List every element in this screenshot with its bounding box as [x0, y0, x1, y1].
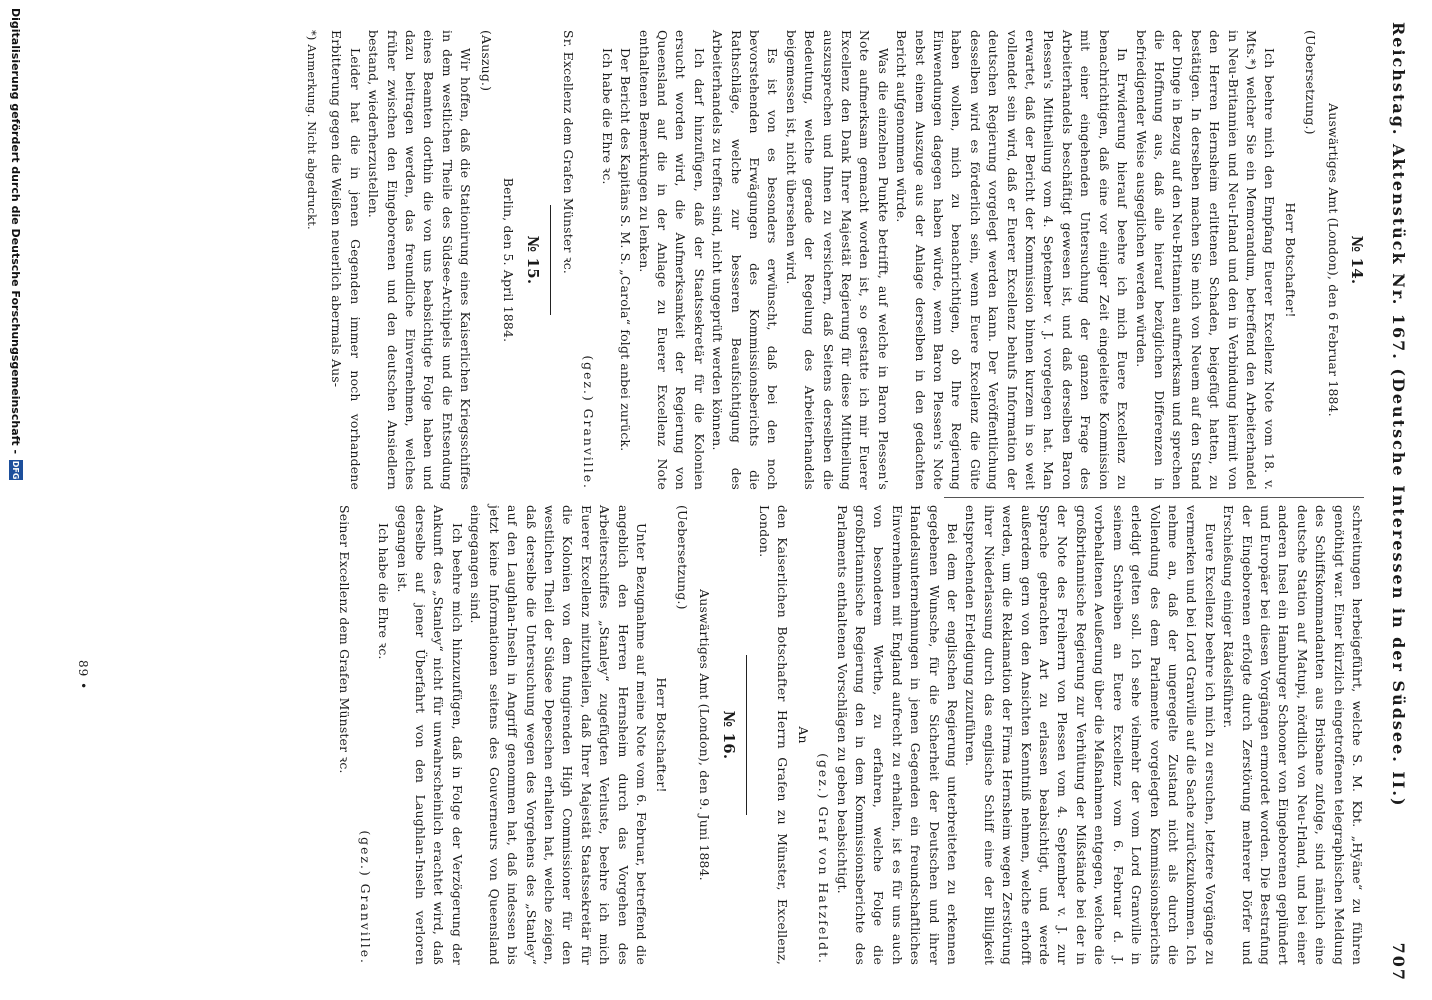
doc-14-paragraph: Was die einzelnen Punkte betrifft, auf welche in Baron Plessen's Note aufmerksam gemacht worden ist, so gestatte ich mir Euerer Excellenz den Dank Ihrer Majestät Regierung für diese Mittheilung auszusprechen und Ihnen zu versichern, daß Seitens derselben die Bedeutung, welche gerade der Regelung des Arbeiterhandels beigemessen ist, nicht übersehen wird.: [783, 30, 891, 490]
doc-15-continuation: Bei dem der englischen Regierung unterbreiteten zu erkennen gegebenen Wunsche, für die Sicherheit der Deutschen und ihrer Handelsunternehmungen in jenen Gegenden ein freundschaftliches Einvernehmen mit England aufrecht zu erhalten, ist es für uns auch von besonderem Werthe, zu erfahren, welche Folge die großbritannische Regierung den in dem Kommissionsberichte des Parlaments enthaltenen Vorschlägen zu geben beabsichtigt.: [834, 505, 961, 965]
left-column: [303, 30, 1366, 490]
doc-15-paragraph: Leider hat die in jenen Gegenden immer noch vorhandene Erbitterung gegen die Weißen neuerlich abermals Aus-: [329, 30, 363, 490]
doc-15-continuation: schreitungen herbeigeführt, welche S. M. Kbt. „Hyäne“ zu führen genöthigt war. Einer kürzlich eingetroffenen telegraphischen Meldung des Schiffskommandanten aus Brisbane zufolge, sind nämlich eine deutsche Station auf Matupi, nördlich von Neu-Irland, und bei einer anderen Insel ein Hamburger Schooner von Eingeborenen geplündert und Europäer bei diesen Vorgängen ermordet worden. Die Bestrafung der Eingeborenen erfolgte durch Zerstörung mehrerer Dörfer und Erschießung einiger Rädelsführer.: [1221, 505, 1365, 965]
doc-16-translation-note: (Uebersetzung.): [674, 505, 690, 610]
doc-14-signature: (gez.) Granville.: [581, 355, 597, 490]
doc-14-place-date: Auswärtiges Amt (London), den 6 Februar 1884.: [1325, 103, 1341, 417]
dfg-credit-text: Digitalisierung gefördert durch die Deutsche Forschungsgemeinschaft -: [9, 8, 23, 455]
doc-15-place-date: Berlin, den 5. April 1884.: [501, 177, 517, 343]
section-rule: [746, 655, 747, 815]
page-footer-number: 89 •: [76, 660, 90, 691]
column-divider: [944, 497, 1364, 498]
doc-14-paragraph: In Erwiderung hierauf beehre ich mich Euere Excellenz zu benachrichtigen, daß eine vor einiger Zeit eingeleitete Kommission mit einer eingehenden Untersuchung der ganzen Frage des Arbeiterhandels beschäftigt gewesen ist, und daß derselben Baron Plessen's Mittheilung vom 4. September v. J. vorgelegen hat. Man erwartet, daß der Bericht der Kommission binnen kurzem in so weit vollendet sein wird, daß er Euerer Excellenz behufs Information der deutschen Regierung vorgelegt werden kann. Der Veröffentlichung desselben wird es förderlich sein, wenn Euere Excellenz die Güte haben wollen, mich zu benachrichtigen, ob Ihre Regierung Einwendungen dagegen haben würde, wenn Baron Plessen's Note nebst einem Auszuge aus der Anlage derselben in den gedachten Bericht aufgenommen würde.: [894, 30, 1131, 490]
doc-15-continuation: Euere Excellenz beehre ich mich zu ersuchen, letztere Vorgänge zu vermerken und bei Lord Granville auf die Sache zurückzukommen. Ich nehme an, daß der ungeregelte Zustand nicht als durch die Vollendung des dem Parlamente vorgelegten Kommissionsberichts erledigt gelten soll. Ich sehe vielmehr der vom Lord Granville in seinem Schreiben an Euere Excellenz vom 6. Februar d. J. vorbehaltenen Aeußerung über die Maßnahmen entgegen, welche die großbritannische Regierung zur Verhütung der Mißstände bei der in der Note des Freiherrn von Plessen vom 4. September v. J. zur Sprache gebrachten Art zu erlassen beabsichtigt, und werde außerdem gern von den Ansichten Kenntniß nehmen, welche erhofft werden, um die Reklamation der Firma Hernsheim wegen Zerstörung ihrer Niederlassung durch das englische Schiff eine der Billigkeit entsprechenden Erledigung zuzuführen.: [963, 505, 1218, 965]
page-number: 707: [1389, 942, 1408, 982]
doc-14-closing: Ich habe die Ehre ꝛc.: [599, 48, 615, 185]
doc-14-translation-note: (Uebersetzung.): [1303, 30, 1319, 135]
doc-16-salutation: Herr Botschafter!: [654, 677, 670, 793]
doc-14-salutation: Herr Botschafter!: [1282, 202, 1298, 318]
doc-14-paragraph: Der Bericht des Kapitäns S. M. S. „Carola“ folgt anbei zurück.: [618, 48, 634, 452]
dfg-credit-strip: [0, 0, 32, 1000]
doc-14-paragraph: Es ist von es besonders erwünscht, daß bei den noch bevorstehenden Erwägungen des Kommissionsberichts die Rathschläge, welche zur besseren Beaufsichtigung des Arbeiterhandels zu treffen sind, nicht ungeprüft werden können.: [710, 30, 781, 490]
doc-15-addressee-to: An: [795, 726, 811, 744]
right-column: [333, 505, 1366, 965]
doc-15-paragraph: Wir hoffen, daß die Stationirung eines Kaiserlichen Kriegsschiffes in dem westlichen Theile des Südsee-Archipels und die Entsendung eines Beamten dorthin die von uns beabsichtigte Folge haben und dazu beitragen werden, das freundliche Einvernehmen, welches früher zwischen den Eingeborenen und den deutschen Ansiedlern bestand, wiederherzustellen.: [366, 30, 474, 490]
doc-16-paragraph: Ich beehre mich hinzuzufügen, daß in Folge der Verzögerung der Ankunft des „Stanley“ nicht für unwahrscheinlich erachtet wird, daß derselbe auf jener Überfahrt von den Laughlan-Inseln verloren gegangen ist.: [394, 505, 465, 965]
doc-14-addressee: Sr. Excellenz dem Grafen Münster ꝛc.: [560, 30, 576, 275]
doc-16-closing: Ich habe die Ehre ꝛc.: [376, 523, 392, 660]
dfg-logo-icon: DFG: [9, 460, 23, 480]
running-title: Reichstag. Aktenstück Nr. 167. (Deutsche Interessen in der Südsee. II.): [1389, 22, 1408, 808]
doc-15-extract-note: (Auszug.): [478, 30, 494, 92]
doc-16-paragraph: Unter Bezugnahme auf meine Note vom 6. Februar, betreffend die angeblich den Herren Hernsheim durch das Vorgehen des Arbeiterschiffes „Stanley“ zugefügten Verluste, beehre ich mich Euerer Excellenz mitzutheilen, daß Ihrer Majestät Staatssekretär für die Kolonien von dem fungirenden High Commissioner für den westlichen Theil der Südsee Depeschen erhalten hat, welche zeigen, daß derselbe die Untersuchung wegen des Vorgehens des „Stanley“ auf den Laughlan-Inseln in Angriff genommen hat, daß indessen bis jetzt keine Informationen seitens des Gouverneurs von Queensland eingegangen sind.: [468, 505, 649, 965]
doc-15-number: № 15.: [523, 235, 542, 285]
doc-16-signature: (gez.) Granville.: [357, 830, 373, 965]
page-header: [1384, 22, 1408, 982]
footnote: *) Anmerkung. Nicht abgedruckt.: [305, 30, 320, 230]
doc-15-addressee: den Kaiserlichen Botschafter Herrn Grafen zu Münster, Excellenz, London.: [757, 505, 791, 965]
doc-16-place-date: Auswärtiges Amt (London), den 9. Juni 1884.: [697, 589, 713, 881]
doc-14-number: № 14.: [1348, 235, 1366, 285]
doc-16-number: № 16.: [719, 710, 738, 760]
doc-14-paragraph: Ich darf hinzufügen, daß der Staatssekretär für die Kolonien ersucht worden wird, die Aufmerksamkeit der Regierung von Queensland auf die in der Anlage zu Euerer Excellenz Note enthaltenen Bemerkungen zu lenken.: [636, 30, 707, 490]
doc-14-paragraph: Ich beehre mich den Empfang Euerer Excellenz Note vom 18. v. Mts.*) welcher Sie ein Memorandum, betreffend den Arbeiterhandel in Neu-Britannien und Neu-Irland und den in Verbindung hiermit von den Herren Hernsheim erlittenen Schaden, beigefügt hatten, zu bestätigen. In derselben machen Sie mich von Neuem auf den Stand der Dinge in Bezug auf den Neu-Britannien aufmerksam und sprechen die Hoffnung aus, daß alle hierauf bezüglichen Differenzen in befriedigender Weise ausgeglichen werden würden.: [1133, 30, 1278, 490]
doc-15-signature: (gez.) Graf von Hatzfeldt.: [816, 753, 832, 965]
section-rule: [550, 205, 551, 315]
doc-16-addressee: Seiner Excellenz dem Grafen Münster ꝛc.: [337, 505, 353, 774]
